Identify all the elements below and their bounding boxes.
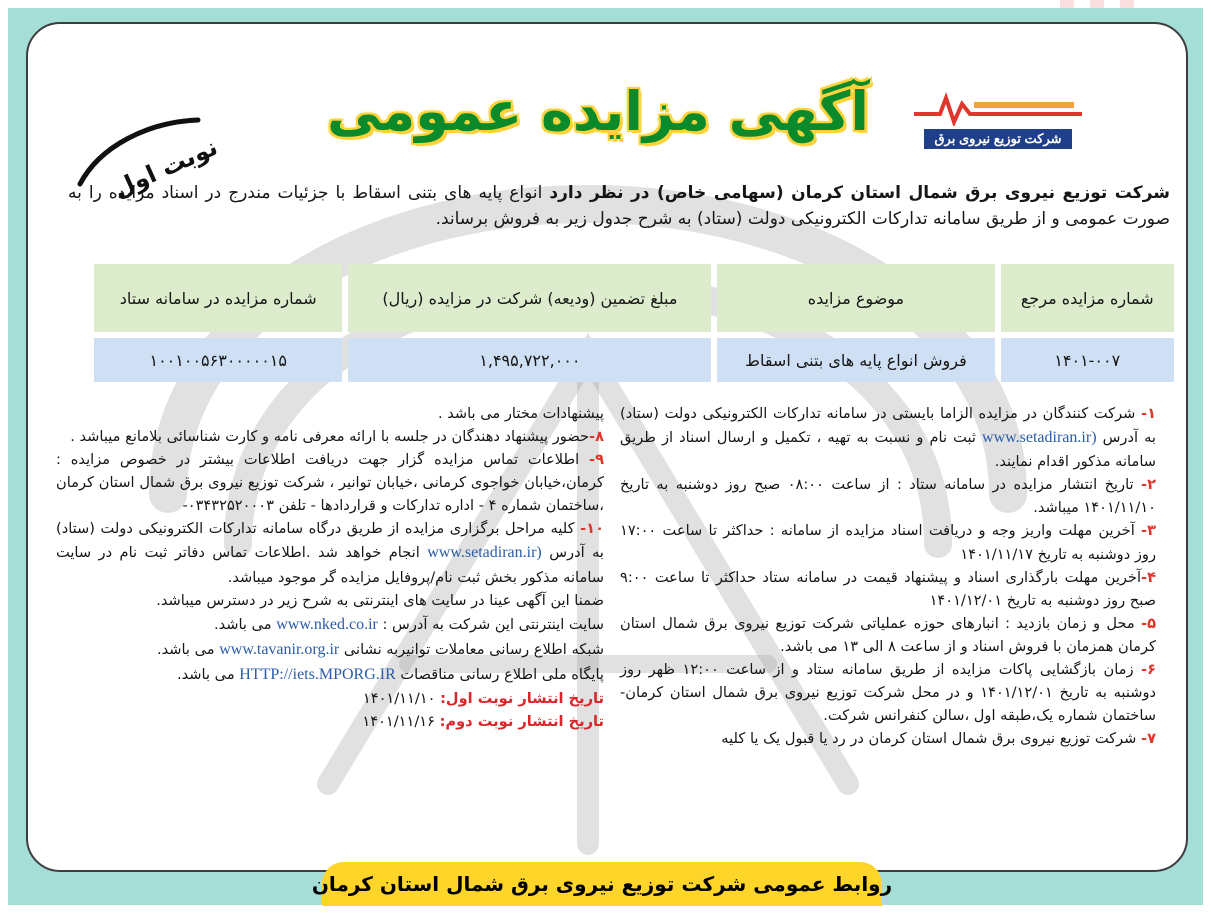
website-line bbox=[56, 612, 604, 637]
corner-decoration bbox=[1120, 0, 1134, 8]
nked-link[interactable]: www.nked.co.ir bbox=[276, 615, 378, 633]
item-text: انجام خواهد شد .اطلاعات تماس دفاتر ثبت نام در سایت سامانه مذکور بخش ثبت نام/پروفایل مزایده گر موجود میباشد. bbox=[56, 544, 604, 586]
table-header: موضوع مزایده bbox=[717, 264, 994, 332]
publish-date: ۱۴۰۱/۱۱/۱۶ bbox=[362, 713, 440, 731]
website-suffix: می باشد. bbox=[213, 615, 277, 633]
auction-table bbox=[88, 258, 1180, 388]
item-text: اطلاعات تماس مزایده گزار جهت دریافت اطلاعات بیشتر در خصوص مزایده : کرمان،خیابان خواجوی کرمانی ،خیابان توانیر ، شرکت توزیع نیروی برق شمال استان کرمان ،ساختمان شماره ۴ - اداره تدارکات و قراردادها - تلفن ۰۳۴۳۲۵۲۰۰۰۳- bbox=[56, 451, 604, 515]
table-cell: ۱۴۰۱-۰۰۷ bbox=[1001, 338, 1174, 382]
publish-label: تاریخ انتشار نوبت اول: bbox=[440, 690, 604, 708]
item-number: ۳- bbox=[1141, 522, 1156, 540]
publish-label: تاریخ انتشار نوبت دوم: bbox=[439, 713, 604, 731]
tavanir-suffix: می باشد. bbox=[156, 640, 220, 658]
condition-item bbox=[56, 448, 604, 517]
item-text: محل و زمان بازدید : انبارهای حوزه عملیاتی شرکت توزیع نیروی برق شمال استان کرمان همزمان با فروش اسناد و از ساعت ۸ الی ۱۳ می باشد. bbox=[620, 614, 1156, 655]
table-cell: ۱۰۰۱۰۰۵۶۳۰۰۰۰۰۱۵ bbox=[94, 338, 342, 382]
item-number: ۱- bbox=[1141, 405, 1156, 422]
intro-paragraph bbox=[68, 180, 1170, 233]
item-number: ۹- bbox=[589, 451, 604, 469]
table-cell: ۱,۴۹۵,۷۲۲,۰۰۰ bbox=[348, 338, 711, 382]
conditions-left-column bbox=[56, 402, 604, 734]
item-text: شرکت توزیع نیروی برق شمال استان کرمان در رد یا قبول یک یا کلیه bbox=[721, 729, 1142, 747]
setad-link[interactable]: (www.setadiran.ir bbox=[427, 544, 542, 562]
intro-text: انواع پایه های بتنی اسقاط با جزئیات مندرج در اسناد مزایده را به صورت عمومی و از طریق سامانه تدارکات الکترونیکی دولت (ستاد) به شرح جدول زیر به فروش برساند. bbox=[68, 183, 1170, 230]
ad-card bbox=[26, 22, 1188, 872]
item-text: تاریخ انتشار مزایده در سامانه ستاد : از ساعت ۰۸:۰۰ صبح روز دوشنبه به تاریخ ۱۴۰۱/۱۱/۱۰ میباشد. bbox=[620, 476, 1156, 517]
condition-item bbox=[620, 658, 1156, 727]
item-text: شرکت کنندگان در مزایده الزاما بایستی در سامانه تدارکات الکترونیکی دولت (ستاد) به آدرس bbox=[620, 405, 1156, 447]
corner-decoration bbox=[1060, 0, 1074, 8]
item-number: ۵- bbox=[1141, 614, 1156, 632]
iets-label: پایگاه ملی اطلاع رسانی مناقصات bbox=[395, 666, 604, 684]
item-text: آخرین مهلت بارگذاری اسناد و پیشنهاد قیمت در سامانه ستاد حداکثر تا ساعت ۹:۰۰ صبح روز دوشنبه به تاریخ ۱۴۰۱/۱۲/۰۱ bbox=[620, 568, 1156, 609]
item-number: ۷- bbox=[1141, 729, 1156, 747]
publish-date-first bbox=[56, 687, 604, 710]
condition-item bbox=[56, 425, 604, 448]
iets-line bbox=[56, 662, 604, 687]
item-number: ۱۰- bbox=[580, 520, 604, 538]
tavanir-line bbox=[56, 637, 604, 662]
company-logo bbox=[850, 78, 1146, 162]
table-header: مبلغ تضمین (ودیعه) شرکت در مزایده (ریال) bbox=[348, 264, 711, 332]
item-text: حضور پیشنهاد دهندگان در جلسه با ارائه معرفی نامه و کارت شناسائی بلامانع میباشد . bbox=[70, 428, 590, 446]
corner-decoration bbox=[1090, 0, 1104, 8]
publish-date-second bbox=[56, 710, 604, 733]
item-text: آخرین مهلت واریز وجه و دریافت اسناد مزایده از سامانه : حداکثر تا ساعت ۱۷:۰۰ روز دوشنبه به تاریخ ۱۴۰۱/۱۱/۱۷ bbox=[620, 522, 1156, 563]
table-row bbox=[94, 338, 1174, 382]
tavanir-label: شبکه اطلاع رسانی معاملات توانیربه نشانی bbox=[339, 640, 604, 658]
item-number: ۲- bbox=[1141, 476, 1156, 494]
availability-note: ضمنا این آگهی عینا در سایت های اینترنتی به شرح زیر در دسترس میباشد. bbox=[156, 591, 604, 609]
logo-signal-icon bbox=[910, 92, 1086, 126]
condition-item bbox=[620, 519, 1156, 565]
condition-continuation: پیشنهادات مختار می باشد . bbox=[437, 405, 604, 422]
condition-item bbox=[56, 517, 604, 588]
tavanir-link[interactable]: www.tavanir.org.ir bbox=[219, 640, 340, 658]
condition-item bbox=[620, 473, 1156, 519]
iets-link[interactable]: HTTP://iets.MPORG.IR bbox=[239, 666, 396, 684]
table-header-row bbox=[94, 264, 1174, 332]
item-text: ثبت نام و نسبت به تهیه ، تکمیل و ارسال اسناد از طریق سامانه مذکور اقدام نمایند. bbox=[620, 429, 1156, 471]
page-title: آگهی مزایده عمومی bbox=[327, 79, 869, 143]
condition-item bbox=[620, 612, 1156, 658]
condition-item bbox=[620, 402, 1156, 473]
publish-date: ۱۴۰۱/۱۱/۱۰ bbox=[362, 690, 441, 708]
item-number: ۴- bbox=[1141, 568, 1156, 586]
table-header: شماره مزایده مرجع bbox=[1001, 264, 1174, 332]
item-number: ۸- bbox=[589, 428, 604, 446]
table-header: شماره مزایده در سامانه ستاد bbox=[94, 264, 342, 332]
iets-suffix: می باشد. bbox=[176, 666, 240, 684]
footer-public-relations: روابط عمومی شرکت توزیع نیروی برق شمال استان کرمان bbox=[322, 862, 882, 906]
condition-item bbox=[620, 727, 1156, 750]
logo-caption: شرکت توزیع نیروی برق bbox=[924, 129, 1071, 149]
conditions-right-column bbox=[620, 402, 1156, 750]
notice-round: نوبت اول bbox=[109, 132, 222, 204]
item-text: کلیه مراحل برگزاری مزایده از طریق درگاه سامانه تدارکات الکترونیکی دولت (ستاد) به آدرس bbox=[56, 520, 604, 562]
intro-company: شرکت توزیع نیروی برق شمال استان کرمان (سهامی خاص) در نظر دارد bbox=[549, 183, 1170, 203]
table-cell: فروش انواع پایه های بتنی اسقاط bbox=[717, 338, 994, 382]
item-text: زمان بازگشایی پاکات مزایده از طریق سامانه ستاد و از ساعت ۱۲:۰۰ ظهر روز دوشنبه به تاریخ ۱۴۰۱/۱۲/۰۱ و در محل شرکت توزیع نیروی برق شمال استان کرمان-ساختمان شماره یک،طبقه اول ،سالن کنفرانس شرکت. bbox=[620, 660, 1156, 724]
condition-item bbox=[620, 566, 1156, 612]
item-number: ۶- bbox=[1141, 660, 1156, 678]
website-label: سایت اینترنتی این شرکت به آدرس : bbox=[377, 615, 604, 633]
setad-link[interactable]: (www.setadiran.ir bbox=[982, 429, 1097, 447]
